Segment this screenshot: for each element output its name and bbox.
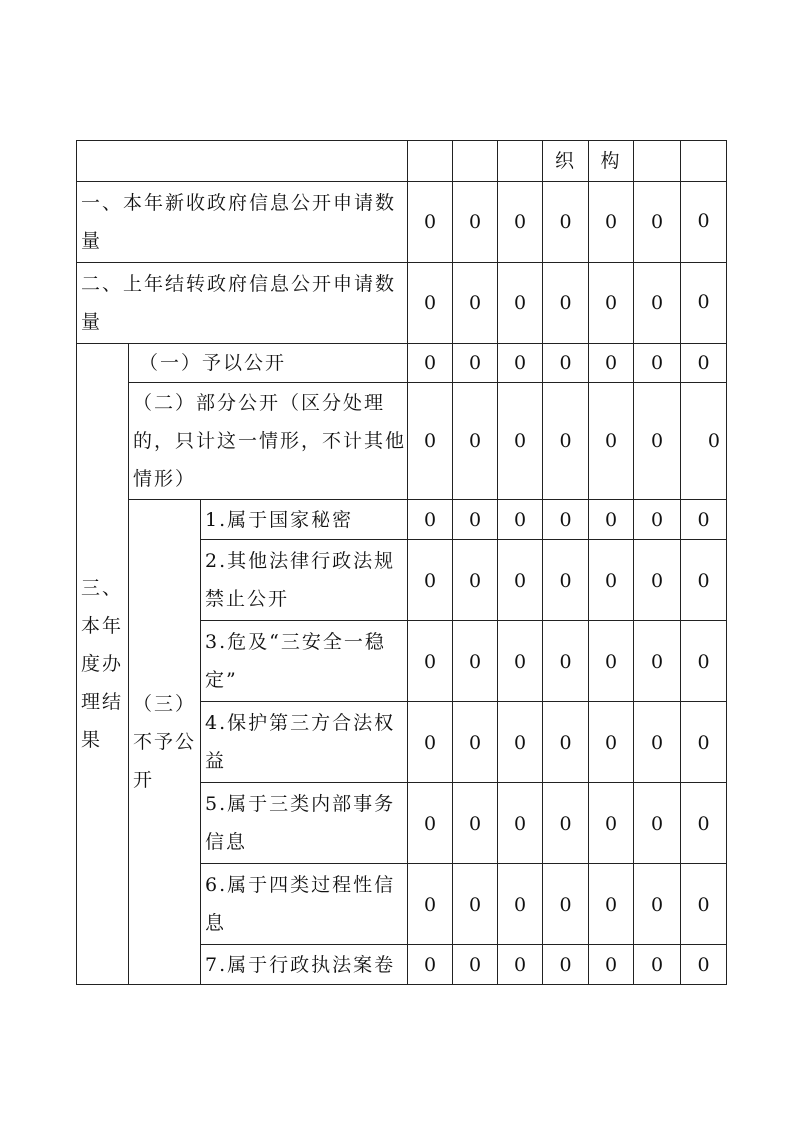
value-cell: 0 [453, 383, 498, 500]
value-cell: 0 [681, 500, 727, 540]
value-cell: 0 [498, 383, 543, 500]
value-cell: 0 [408, 702, 453, 783]
value-cell: 0 [589, 945, 634, 985]
value-cell: 0 [498, 540, 543, 621]
value-cell: 0 [498, 864, 543, 945]
header-cell [408, 141, 453, 182]
not-disclose-label: （三）不予公开 [129, 500, 201, 985]
row-label: 2.其他法律行政法规禁止公开 [201, 540, 408, 621]
value-cell: 0 [453, 702, 498, 783]
value-cell: 0 [589, 783, 634, 864]
header-cell [498, 141, 543, 182]
value-cell: 0 [681, 702, 727, 783]
value-cell: 0 [634, 383, 681, 500]
row-label: 4.保护第三方合法权益 [201, 702, 408, 783]
value-cell: 0 [408, 864, 453, 945]
row-label: 7.属于行政执法案卷 [201, 945, 408, 985]
header-row [77, 141, 727, 182]
header-blank-cell [77, 141, 408, 182]
value-cell: 0 [634, 540, 681, 621]
value-cell: 0 [498, 263, 543, 344]
value-cell: 0 [589, 500, 634, 540]
row-label: 二、上年结转政府信息公开申请数量 [77, 263, 408, 344]
row-label: 6.属于四类过程性信息 [201, 864, 408, 945]
row-label: （一）予以公开 [129, 344, 408, 383]
value-cell: 0 [681, 540, 727, 621]
value-cell: 0 [408, 945, 453, 985]
value-cell: 0 [681, 182, 727, 263]
value-cell: 0 [681, 945, 727, 985]
value-cell: 0 [543, 500, 589, 540]
value-cell: 0 [634, 263, 681, 344]
value-cell: 0 [453, 621, 498, 702]
value-cell: 0 [634, 783, 681, 864]
value-cell: 0 [634, 182, 681, 263]
value-cell: 0 [589, 864, 634, 945]
header-cell [453, 141, 498, 182]
header-cell [681, 141, 727, 182]
value-cell: 0 [498, 182, 543, 263]
value-cell: 0 [681, 864, 727, 945]
value-cell: 0 [408, 621, 453, 702]
value-cell: 0 [589, 263, 634, 344]
table-row-new-requests [77, 182, 727, 263]
value-cell: 0 [453, 500, 498, 540]
value-cell: 0 [543, 263, 589, 344]
statistics-table [76, 140, 727, 985]
table-row-partial [77, 383, 727, 500]
header-cell-zhi: 织 [543, 141, 589, 182]
value-cell: 0 [498, 500, 543, 540]
value-cell: 0 [408, 344, 453, 383]
value-cell: 0 [543, 383, 589, 500]
value-cell: 0 [543, 540, 589, 621]
header-cell [634, 141, 681, 182]
table-row-carried-over [77, 263, 727, 344]
value-cell: 0 [498, 344, 543, 383]
row-label: 5.属于三类内部事务信息 [201, 783, 408, 864]
value-cell: 0 [543, 344, 589, 383]
value-cell: 0 [634, 344, 681, 383]
row-label: （二）部分公开（区分处理的，只计这一情形，不计其他情形） [129, 383, 408, 500]
value-cell: 0 [498, 621, 543, 702]
value-cell: 0 [589, 182, 634, 263]
value-cell: 0 [453, 344, 498, 383]
value-cell: 0 [681, 344, 727, 383]
value-cell: 0 [408, 263, 453, 344]
value-cell: 0 [589, 383, 634, 500]
value-cell: 0 [681, 263, 727, 344]
section3-label: 三、本年度办理结果 [77, 344, 129, 985]
value-cell: 0 [681, 783, 727, 864]
value-cell: 0 [634, 702, 681, 783]
row-label: 3.危及“三安全一稳定” [201, 621, 408, 702]
value-cell: 0 [589, 344, 634, 383]
value-cell: 0 [408, 383, 453, 500]
value-cell: 0 [589, 540, 634, 621]
value-cell: 0 [453, 540, 498, 621]
value-cell: 0 [589, 702, 634, 783]
value-cell: 0 [408, 182, 453, 263]
row-label: 1.属于国家秘密 [201, 500, 408, 540]
value-cell: 0 [589, 621, 634, 702]
value-cell: 0 [498, 783, 543, 864]
value-cell: 0 [408, 540, 453, 621]
value-cell: 0 [408, 500, 453, 540]
table-row-nd1 [77, 500, 727, 540]
value-cell: 0 [543, 864, 589, 945]
value-cell: 0 [681, 621, 727, 702]
value-cell: 0 [408, 783, 453, 864]
value-cell: 0 [543, 702, 589, 783]
value-cell: 0 [453, 864, 498, 945]
value-cell: 0 [634, 621, 681, 702]
header-cell-gou: 构 [589, 141, 634, 182]
value-cell: 0 [634, 864, 681, 945]
row-label: 一、本年新收政府信息公开申请数量 [77, 182, 408, 263]
value-cell: 0 [543, 783, 589, 864]
value-cell: 0 [453, 945, 498, 985]
value-cell: 0 [634, 945, 681, 985]
value-cell: 0 [453, 263, 498, 344]
value-cell: 0 [498, 945, 543, 985]
value-cell: 0 [543, 945, 589, 985]
value-cell: 0 [498, 702, 543, 783]
value-cell: 0 [543, 182, 589, 263]
value-cell: 0 [634, 500, 681, 540]
table-row-disclose [77, 344, 727, 383]
value-cell: 0 [453, 182, 498, 263]
value-cell: 0 [543, 621, 589, 702]
value-cell: 0 [681, 383, 727, 500]
value-cell: 0 [453, 783, 498, 864]
